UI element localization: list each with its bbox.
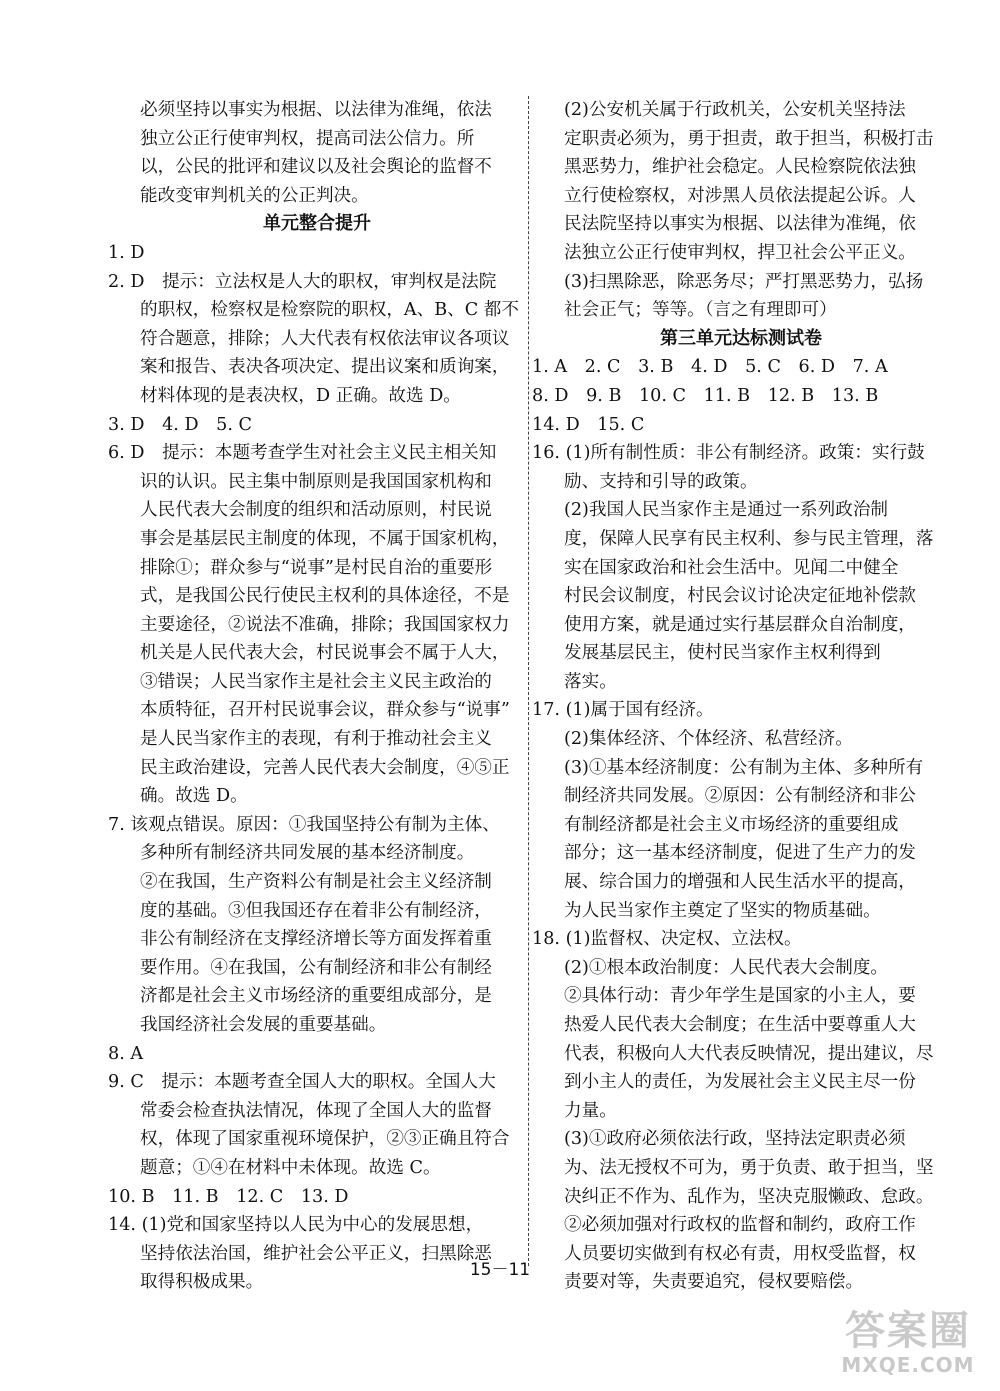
text-line: 社会正气；等等。（言之有理即可）	[564, 300, 837, 321]
text-line: ②必须加强对行政权的监督和制约，政府工作	[564, 1215, 916, 1236]
text-line: 济都是社会主义市场经济的重要组成部分，是	[140, 986, 492, 1007]
text-line: (2)我国人民当家作主是通过一系列政治制	[564, 500, 889, 521]
text-line: 主要途径，②说法不准确，排除；我国国家权力	[140, 614, 510, 635]
column-divider	[528, 96, 529, 1266]
text-line: 14. (1)党和国家坚持以人民为中心的发展思想，	[108, 1215, 484, 1236]
text-line: 3. D 4. D 5. C	[108, 414, 252, 435]
text-line: 18. (1)监督权、决定权、立法权。	[532, 929, 802, 950]
text-line: 立行使检察权，对涉黑人员依法提起公诉。人	[564, 185, 916, 206]
text-line: 案和报告、表决各项决定、提出议案和质询案，	[140, 357, 510, 378]
text-line: 本质特征，召开村民说事会议，群众参与“说事”	[140, 700, 510, 721]
text-line: 制经济共同发展。②原因：公有制经济和非公	[564, 786, 916, 807]
text-line: 使用方案，就是通过实行基层群众自治制度，	[564, 614, 916, 635]
text-line: (2)①根本政治制度：人民代表大会制度。	[564, 957, 889, 978]
text-line: 展、综合国力的增强和人民生活水平的提高，	[564, 872, 916, 893]
text-line: 责要对等，失责要追究，侵权要赔偿。	[564, 1272, 864, 1293]
text-line: 黑恶势力，维护社会稳定。人民检察院依法独	[564, 157, 916, 178]
text-line: 民法院坚持以事实为根据、以法律为准绳，依	[564, 214, 916, 235]
text-line: 是人民当家作主的表现，有利于推动社会主义	[140, 729, 492, 750]
text-line: 热爱人民代表大会制度；在生活中要尊重人大	[564, 1015, 916, 1035]
text-line: ③错误；人民当家作主是社会主义民主政治的	[140, 671, 492, 692]
text-line: 权，体现了国家重视环境保护，②③正确且符合	[140, 1129, 510, 1150]
text-line: 有制经济都是社会主义市场经济的重要组成	[564, 814, 899, 835]
text-line: 以，公民的批评和建议以及社会舆论的监督不	[140, 157, 492, 178]
text-line: 决纠正不作为、乱作为，坚决克服懒政、怠政。	[564, 1186, 934, 1207]
text-line: 要作用。④在我国，公有制经济和非公有制经	[140, 957, 492, 978]
text-line: 为人民当家作主奠定了坚实的物质基础。	[564, 900, 881, 921]
text-line: 励、支持和引导的政策。	[564, 471, 758, 492]
text-line: 定职责必须为，勇于担责，敢于担当，积极打击	[564, 128, 934, 149]
text-line: 事会是基层民主制度的体现，不属于国家机构，	[140, 528, 510, 549]
text-line: ②在我国，生产资料公有制是社会主义经济制	[140, 872, 492, 893]
text-line: 到小主人的责任，为发展社会主义民主尽一份	[564, 1072, 916, 1093]
text-line: 村民会议制度，村民会议讨论决定征地补偿款	[564, 586, 916, 607]
text-line: 8. D 9. B 10. C 11. B 12. B 13. B	[532, 385, 879, 406]
section-heading: 单元整合提升	[263, 213, 371, 235]
text-line: ②具体行动：青少年学生是国家的小主人，要	[564, 986, 916, 1007]
text-line: 落实。	[564, 671, 617, 692]
text-line: 题意；①④在材料中未体现。故选 C。	[140, 1157, 441, 1178]
text-line: 确。故选 D。	[140, 786, 248, 807]
text-line: 度，保障人民享有民主权利、参与民主管理，落	[564, 528, 934, 549]
text-line: 排除①；群众参与“说事”是村民自治的重要形	[140, 557, 493, 578]
text-line: 法独立公正行使审判权，捍卫社会公平正义。	[564, 242, 916, 263]
watermark-logo-url: MXQE.COM	[841, 1352, 975, 1377]
text-line: 7. 该观点错误。原因：①我国坚持公有制为主体、	[108, 814, 500, 835]
text-line: 1. A 2. C 3. B 4. D 5. C 6. D 7. A	[532, 357, 888, 378]
text-line: 人民代表大会制度的组织和活动原则，村民说	[140, 500, 492, 521]
right-column	[532, 96, 950, 1297]
text-line: 常委会检查执法情况，体现了全国人大的监督	[140, 1100, 492, 1121]
text-line: 识的认识。民主集中制原则是我国国家机构和	[140, 471, 492, 492]
site-watermark-logo	[828, 1300, 988, 1385]
text-line: 必须坚持以事实为根据、以法律为准绳，依法	[140, 100, 492, 120]
text-line: (3)扫黑除恶，除恶务尽；严打黑恶势力，弘扬	[564, 271, 924, 292]
text-line: 非公有制经济在支撑经济增长等方面发挥着重	[140, 929, 492, 950]
text-line: 力量。	[564, 1100, 617, 1121]
text-line: 的职权，检察权是检察院的职权，A、B、C 都不	[140, 300, 519, 321]
text-line: 独立公正行使审判权，提高司法公信力。所	[140, 128, 475, 149]
text-line: (3)①基本经济制度：公有制为主体、多种所有	[564, 757, 924, 778]
text-line: 符合题意，排除；人大代表有权依法审议各项议	[140, 328, 510, 349]
text-line: 9. C 提示：本题考查全国人大的职权。全国人大	[108, 1072, 496, 1093]
text-line: 多种所有制经济共同发展的基本经济制度。	[140, 843, 475, 864]
text-line: 式，是我国公民行使民主权利的具体途径，不是	[140, 586, 510, 607]
text-line: (2)集体经济、个体经济、私营经济。	[564, 729, 853, 750]
text-line: 8. A	[108, 1043, 144, 1064]
text-line: 民主政治建设，完善人民代表大会制度，④⑤正	[140, 757, 510, 778]
text-line: 代表，积极向人大代表反映情况，提出建议，尽	[564, 1043, 934, 1064]
text-line: 度的基础。③但我国还存在着非公有制经济，	[140, 900, 492, 921]
section-heading: 第三单元达标测试卷	[660, 327, 822, 349]
text-line: 能改变审判机关的公正判决。	[140, 185, 369, 206]
text-line: 17. (1)属于国有经济。	[532, 700, 714, 721]
text-line: 人员要切实做到有权必有责，用权受监督，权	[564, 1243, 916, 1264]
text-line: (3)①政府必须依法行政，坚持法定职责必须	[564, 1129, 906, 1150]
text-line: 机关是人民代表大会，村民说事会不属于人大，	[140, 643, 510, 664]
text-line: 16. (1)所有制性质：非公有制经济。政策：实行鼓	[532, 443, 925, 464]
text-line: (2)公安机关属于行政机关，公安机关坚持法	[564, 100, 906, 120]
text-line: 部分；这一基本经济制度，促进了生产力的发	[564, 843, 916, 864]
text-line: 10. B 11. B 12. C 13. D	[108, 1186, 349, 1207]
watermark-logo-top: 答案圈	[845, 1307, 971, 1354]
text-line: 我国经济社会发展的重要基础。	[140, 1015, 387, 1035]
text-line: 1. D	[108, 242, 145, 263]
text-line: 坚持依法治国，维护社会公平正义，扫黑除恶	[140, 1243, 492, 1264]
left-column	[108, 96, 526, 1297]
text-line: 14. D 15. C	[532, 414, 645, 435]
text-line: 发展基层民主，使村民当家作主权利得到	[564, 643, 881, 664]
text-line: 为、法无授权不可为，勇于负责、敢于担当，坚	[564, 1157, 934, 1178]
text-line: 实在国家政治和社会生活中。见闻二中健全	[564, 557, 899, 578]
text-line: 6. D 提示：本题考查学生对社会主义民主相关知	[108, 443, 497, 464]
page-number: 15－11	[469, 1260, 531, 1280]
text-line: 取得积极成果。	[140, 1272, 264, 1293]
text-line: 2. D 提示：立法权是人大的职权，审判权是法院	[108, 271, 497, 292]
text-line: 材料体现的是表决权，D 正确。故选 D。	[140, 385, 461, 406]
